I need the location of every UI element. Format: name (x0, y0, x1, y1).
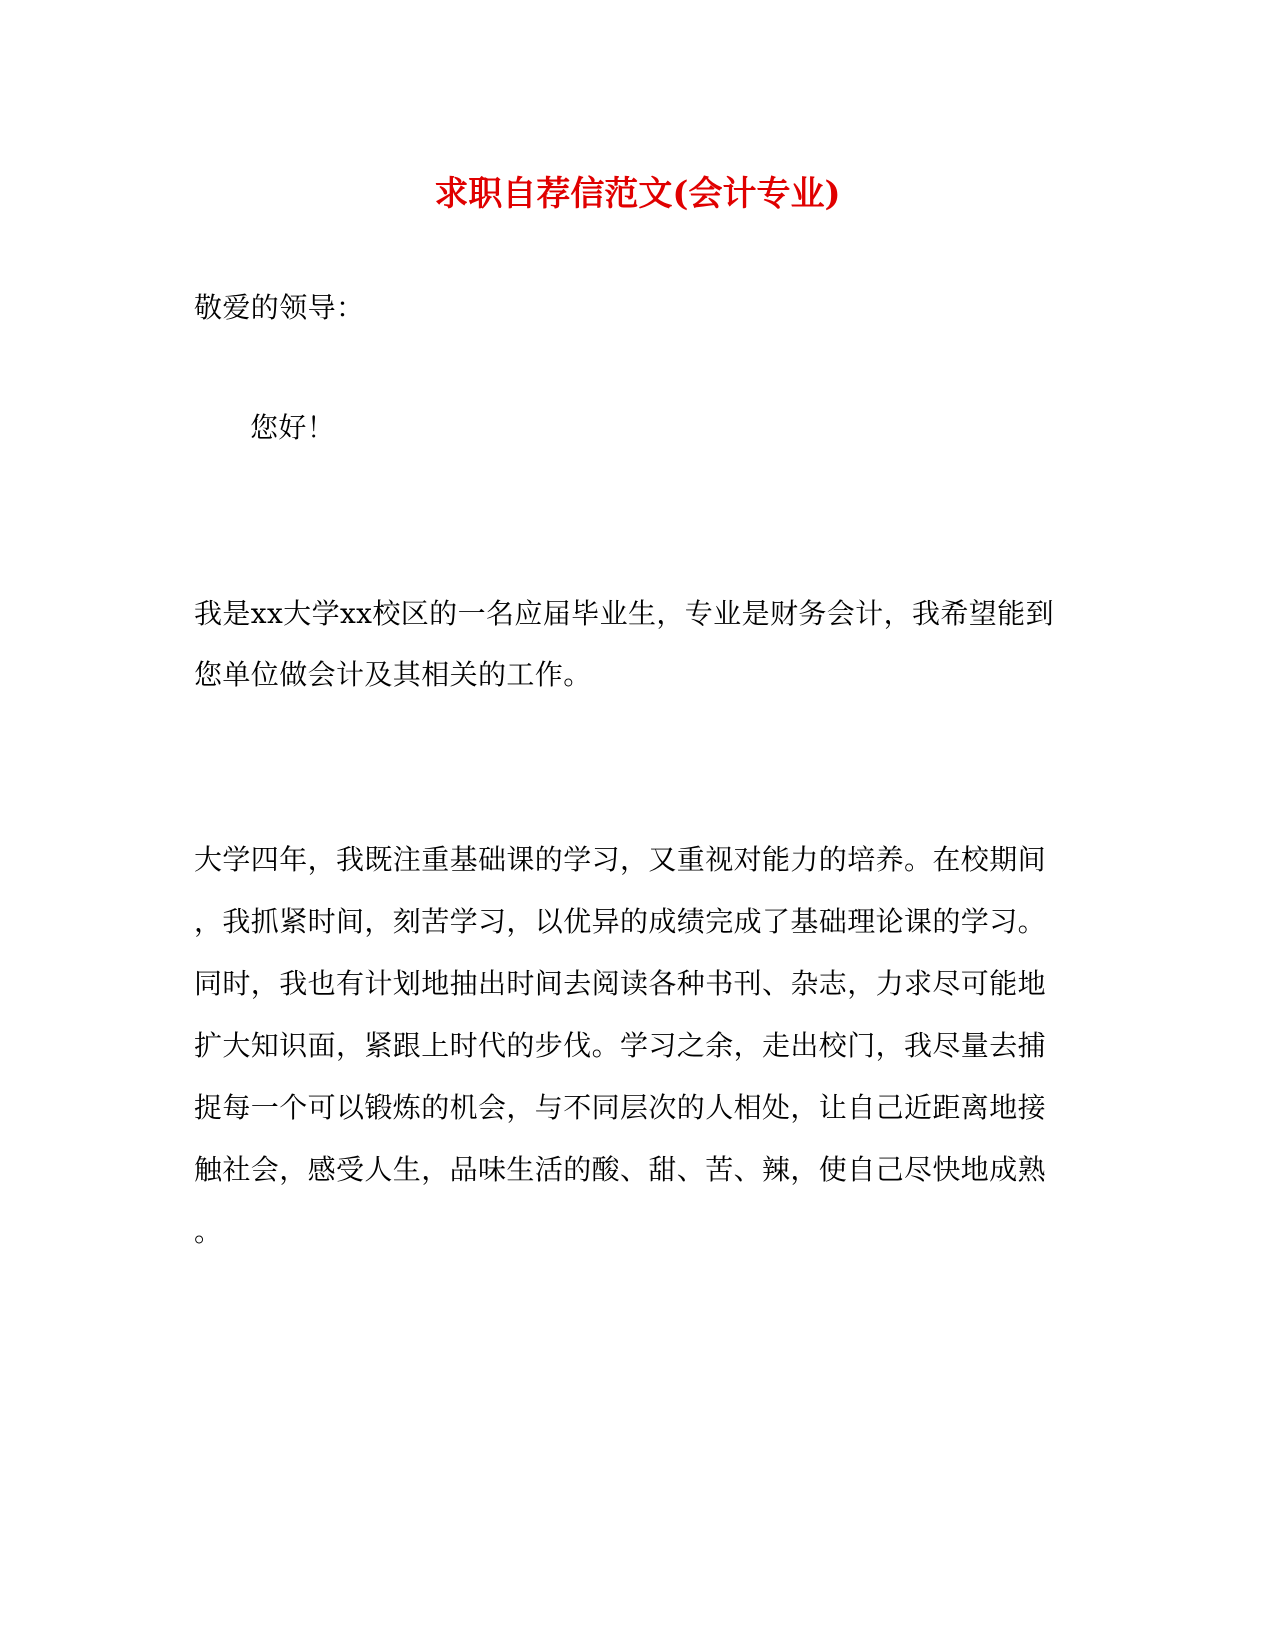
greeting: 您好！ (250, 411, 336, 444)
paragraph-line: 同时，我也有计划地抽出时间去阅读各种书刊、杂志，力求尽可能地 (194, 967, 1047, 1000)
paragraph-line: ，我抓紧时间，刻苦学习，以优异的成绩完成了基础理论课的学习。 (194, 905, 1047, 938)
paragraph-line: 。 (194, 1215, 223, 1248)
paragraph-line: 触社会，感受人生，品味生活的酸、甜、苦、辣，使自己尽快地成熟 (194, 1153, 1047, 1186)
paragraph-line: 扩大知识面，紧跟上时代的步伐。学习之余，走出校门，我尽量去捕 (194, 1029, 1047, 1062)
salutation: 敬爱的领导： (194, 291, 365, 324)
document-title: 求职自荐信范文(会计专业) (434, 174, 841, 214)
paragraph-line: 大学四年，我既注重基础课的学习，又重视对能力的培养。在校期间 (194, 843, 1047, 876)
paragraph-line: 捉每一个可以锻炼的机会，与不同层次的人相处，让自己近距离地接 (194, 1091, 1047, 1124)
paragraph-line: 我是xx大学xx校区的一名应届毕业生，专业是财务会计，我希望能到 (194, 597, 1054, 630)
paragraph-line: 您单位做会计及其相关的工作。 (194, 658, 592, 691)
